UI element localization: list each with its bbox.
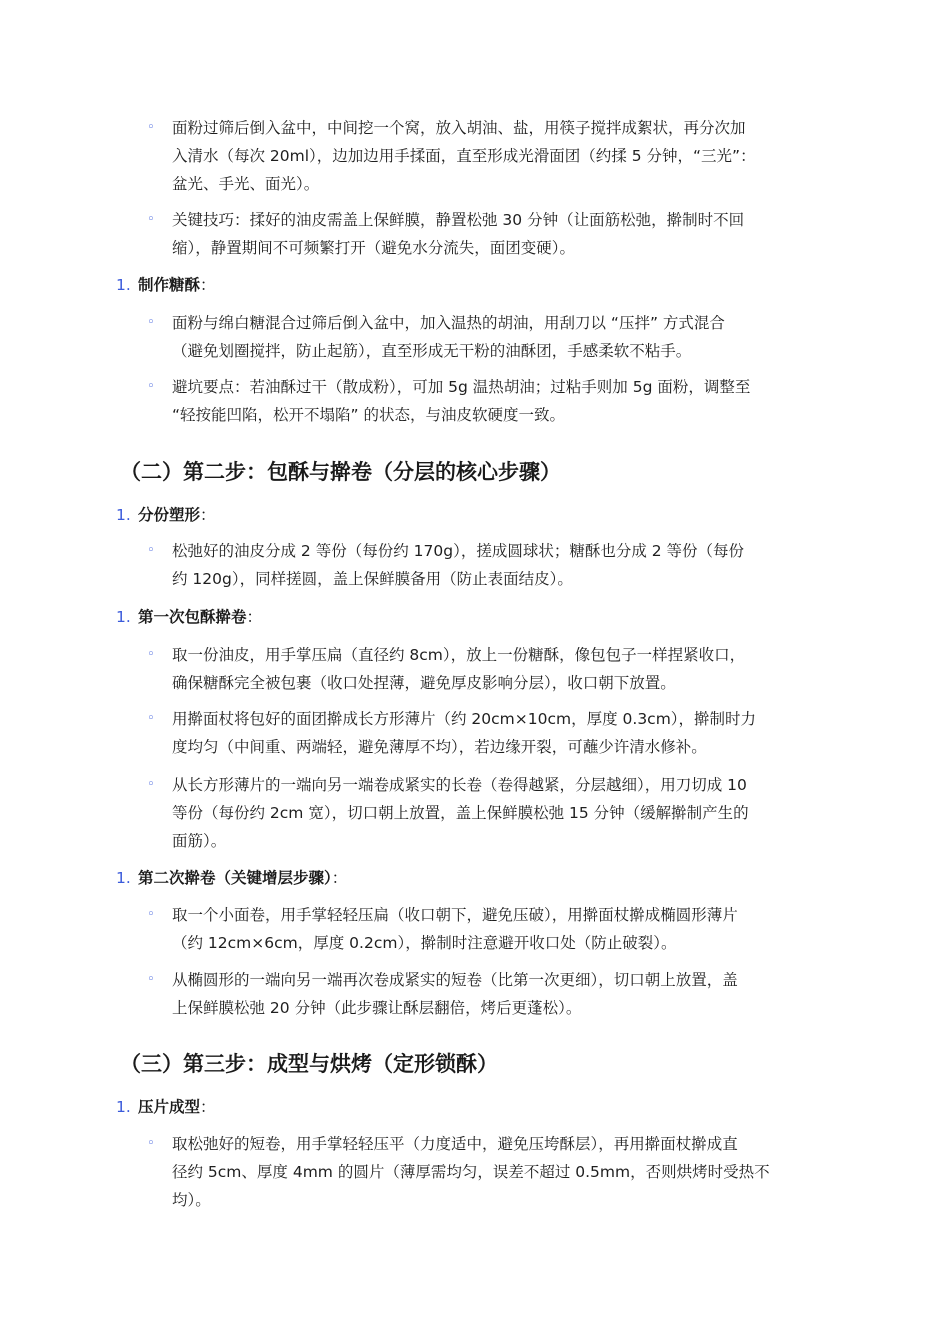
list-item-text (172, 373, 837, 429)
section-heading: （二）第二步：包酥与擀卷（分层的核心步骤） (120, 460, 561, 484)
list-item-text (172, 641, 837, 697)
bullet-marker: ◦ (147, 212, 155, 227)
bullet-marker: ◦ (147, 315, 155, 330)
section-heading: （三）第三步：成型与烘烤（定形锁酥） (120, 1052, 498, 1076)
bullet-marker: ◦ (147, 972, 155, 987)
item-title: 制作糖酥 (138, 276, 201, 294)
list-item-text (172, 206, 837, 262)
text-line: “轻按能凹陷，松开不塌陷” 的状态，与油皮软硬度一致。 (172, 406, 565, 424)
numbered-item-heading (116, 274, 216, 296)
list-item-text (172, 114, 837, 198)
bullet-marker: ◦ (147, 777, 155, 792)
item-title: 压片成型 (138, 1098, 201, 1116)
text-line: 取松弛好的短卷，用手掌轻轻压平（力度适中，避免压垮酥层），再用擀面杖擀成直 (172, 1135, 738, 1153)
list-item-text (172, 771, 837, 855)
bullet-marker: ◦ (147, 1136, 155, 1151)
bullet-marker: ◦ (147, 543, 155, 558)
item-colon: ： (331, 869, 348, 887)
text-line: （约 12cm×6cm，厚度 0.2cm），擀制时注意避开收口处（防止破裂）。 (172, 934, 677, 952)
list-item-text (172, 309, 837, 365)
list-item-text (172, 966, 837, 1022)
numbered-item-heading (116, 504, 216, 526)
item-colon: ： (200, 276, 216, 294)
bullet-marker: ◦ (147, 120, 155, 135)
text-line: 从椭圆形的一端向另一端再次卷成紧实的短卷（比第一次更细），切口朝上放置，盖 (172, 971, 738, 989)
bullet-marker: ◦ (147, 379, 155, 394)
text-line: 确保糖酥完全被包裹（收口处捏薄，避免厚皮影响分层），收口朝下放置。 (172, 674, 676, 692)
list-item-text (172, 1130, 837, 1214)
numbered-item-heading (116, 606, 262, 628)
text-line: 取一个小面卷，用手掌轻轻压扁（收口朝下，避免压破），用擀面杖擀成椭圆形薄片 (172, 906, 738, 924)
text-line: 度均匀（中间重、两端轻，避免薄厚不均），若边缘开裂，可蘸少许清水修补。 (172, 738, 707, 756)
text-line: 用擀面杖将包好的面团擀成长方形薄片（约 20cm×10cm，厚度 0.3cm），擀制时力 (172, 710, 757, 728)
text-line: 松弛好的油皮分成 2 等份（每份约 170g），搓成圆球状；糖酥也分成 2 等份（每份 (172, 542, 745, 560)
text-line: 等份（每份约 2cm 宽），切口朝上放置，盖上保鲜膜松弛 15 分钟（缓解擀制产生的 (172, 804, 749, 822)
text-line: 从长方形薄片的一端向另一端卷成紧实的长卷（卷得越紧，分层越细），用刀切成 10 (172, 776, 747, 794)
item-title: 第二次擀卷（关键增层步骤） (138, 869, 332, 887)
item-colon: ： (200, 1098, 216, 1116)
list-number: 1. (116, 276, 131, 294)
list-item-text (172, 537, 837, 593)
text-line: 面筋）。 (172, 832, 227, 850)
item-title: 分份塑形 (138, 506, 201, 524)
text-line: 径约 5cm、厚度 4mm 的圆片（薄厚需均匀，误差不超过 0.5mm，否则烘烤时受热不 (172, 1163, 770, 1181)
list-number: 1. (116, 608, 131, 626)
text-line: 约 120g），同样搓圆，盖上保鲜膜备用（防止表面结皮）。 (172, 570, 573, 588)
numbered-item-heading (116, 1096, 216, 1118)
item-colon: ： (200, 506, 216, 524)
text-line: 盆光、手光、面光）。 (172, 175, 320, 193)
text-line: 避坑要点：若油酥过干（散成粉），可加 5g 温热胡油；过粘手则加 5g 面粉，调整至 (172, 378, 751, 396)
text-line: 面粉与绵白糖混合过筛后倒入盆中，加入温热的胡油，用刮刀以 “压拌” 方式混合 (172, 314, 725, 332)
list-item-text (172, 901, 837, 957)
list-number: 1. (116, 506, 131, 524)
list-number: 1. (116, 1098, 131, 1116)
bullet-marker: ◦ (147, 907, 155, 922)
text-line: （避免划圈搅拌，防止起筋），直至形成无干粉的油酥团，手感柔软不粘手。 (172, 342, 692, 360)
text-line: 上保鲜膜松弛 20 分钟（此步骤让酥层翻倍，烤后更蓬松）。 (172, 999, 582, 1017)
list-item-text (172, 705, 837, 761)
item-title: 第一次包酥擀卷 (138, 608, 247, 626)
list-number: 1. (116, 869, 131, 887)
bullet-marker: ◦ (147, 647, 155, 662)
text-line: 均）。 (172, 1191, 211, 1209)
item-colon: ： (246, 608, 263, 626)
text-line: 入清水（每次 20ml），边加边用手揉面，直至形成光滑面团（约揉 5 分钟，“三光”： (172, 147, 756, 165)
text-line: 取一份油皮，用手掌压扁（直径约 8cm），放上一份糖酥，像包包子一样捏紧收口， (172, 646, 746, 664)
text-line: 面粉过筛后倒入盆中，中间挖一个窝，放入胡油、盐，用筷子搅拌成絮状，再分次加 (172, 119, 746, 137)
bullet-marker: ◦ (147, 711, 155, 726)
text-line: 关键技巧：揉好的油皮需盖上保鲜膜，静置松弛 30 分钟（让面筋松弛，擀制时不回 (172, 211, 745, 229)
text-line: 缩），静置期间不可频繁打开（避免水分流失，面团变硬）。 (172, 239, 576, 257)
numbered-item-heading (116, 867, 347, 889)
